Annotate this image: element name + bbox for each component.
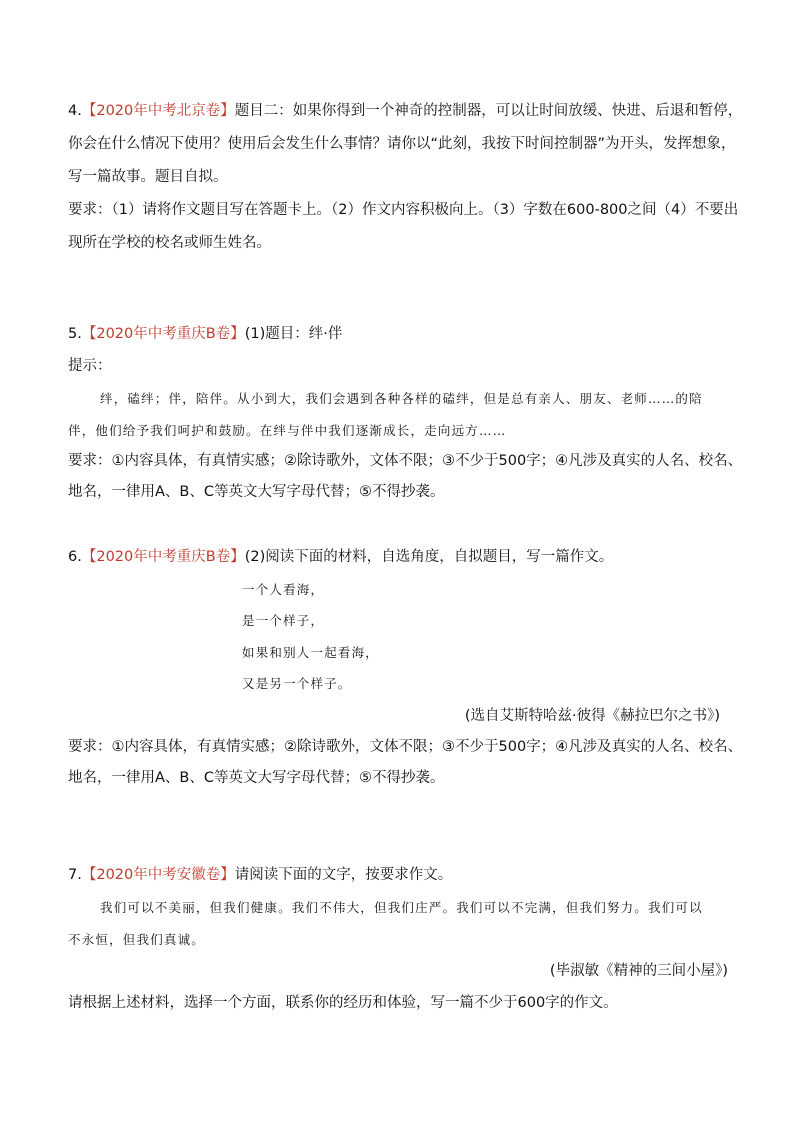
q4-source-tag: 【2020年中考北京卷】 — [81, 103, 235, 119]
q5-hint-label: 提示： — [68, 358, 112, 374]
q5-heading-line — [68, 324, 342, 344]
q6-poem-line-4: 又是另一个样子。 — [242, 676, 352, 691]
q7-number: 7. — [68, 867, 82, 883]
q7-text-line-2: 不永恒，但我们真诚。 — [68, 932, 206, 947]
q4-number: 4. — [68, 103, 82, 119]
q4-heading-line — [68, 101, 742, 121]
q7-heading-line — [68, 865, 452, 885]
q6-poem-line-2: 是一个样子， — [242, 613, 325, 628]
q7-text-line-1: 我们可以不美丽，但我们健康。我们不伟大，但我们庄严。我们可以不完满，但我们努力。我们可以 — [100, 900, 703, 915]
q5-hint-line-2: 伴，他们给予我们呵护和鼓励。在绊与伴中我们逐渐成长，走向远方…… — [68, 423, 507, 438]
q4-requirement-2: 现所在学校的校名或师生姓名。 — [68, 235, 271, 251]
q7-requirement: 请根据上述材料，选择一个方面，联系你的经历和体验，写一篇不少于600字的作文。 — [68, 995, 618, 1011]
q5-requirement-1: 要求：①内容具体，有真情实感；②除诗歌外，文体不限；③不少于500字；④凡涉及真实的人名、校名、 — [68, 453, 743, 469]
q6-poem-line-1: 一个人看海， — [242, 582, 325, 597]
q5-number: 5. — [68, 326, 82, 342]
q5-hint-line-1: 绊，磕绊；伴，陪伴。从小到大，我们会遇到各种各样的磕绊，但是总有亲人、朋友、老师……的陪 — [100, 391, 703, 406]
q7-source-citation: (毕淑敏《精神的三间小屋》) — [549, 963, 728, 979]
q6-requirement-2: 地名，一律用A、B、C等英文大写字母代替；⑤不得抄袭。 — [68, 770, 445, 786]
q6-poem-line-3: 如果和别人一起看海， — [242, 645, 380, 660]
q7-title: 请阅读下面的文字，按要求作文。 — [234, 867, 453, 883]
q6-heading-line — [68, 547, 613, 567]
q4-line-3: 写一篇故事。题目自拟。 — [68, 169, 228, 185]
q6-source-citation: (选自艾斯特哈兹·彼得《赫拉巴尔之书》) — [464, 708, 720, 724]
q5-title: (1)题目：绊·伴 — [244, 326, 343, 342]
q4-line-2: 你会在什么情况下使用？使用后会发生什么事情？请你以“此刻，我按下时间控制器”为开头，发挥想象， — [68, 136, 736, 152]
q7-source-tag: 【2020年中考安徽卷】 — [81, 867, 235, 883]
q5-requirement-2: 地名，一律用A、B、C等英文大写字母代替；⑤不得抄袭。 — [68, 484, 445, 500]
q4-line-1: 题目二：如果你得到一个神奇的控制器，可以让时间放缓、快进、后退和暂停， — [234, 103, 743, 119]
q6-number: 6. — [68, 549, 82, 565]
q4-requirement-1: 要求：（1）请将作文题目写在答题卡上。（2）作文内容积极向上。（3）字数在600-800之间（4）不要出 — [68, 202, 739, 218]
q6-requirement-1: 要求：①内容具体，有真情实感；②除诗歌外，文体不限；③不少于500字；④凡涉及真实的人名、校名、 — [68, 739, 743, 755]
q5-source-tag: 【2020年中考重庆B卷】 — [81, 326, 245, 342]
q6-source-tag: 【2020年中考重庆B卷】 — [81, 549, 245, 565]
q6-title: (2)阅读下面的材料，自选角度，自拟题目，写一篇作文。 — [244, 549, 614, 565]
